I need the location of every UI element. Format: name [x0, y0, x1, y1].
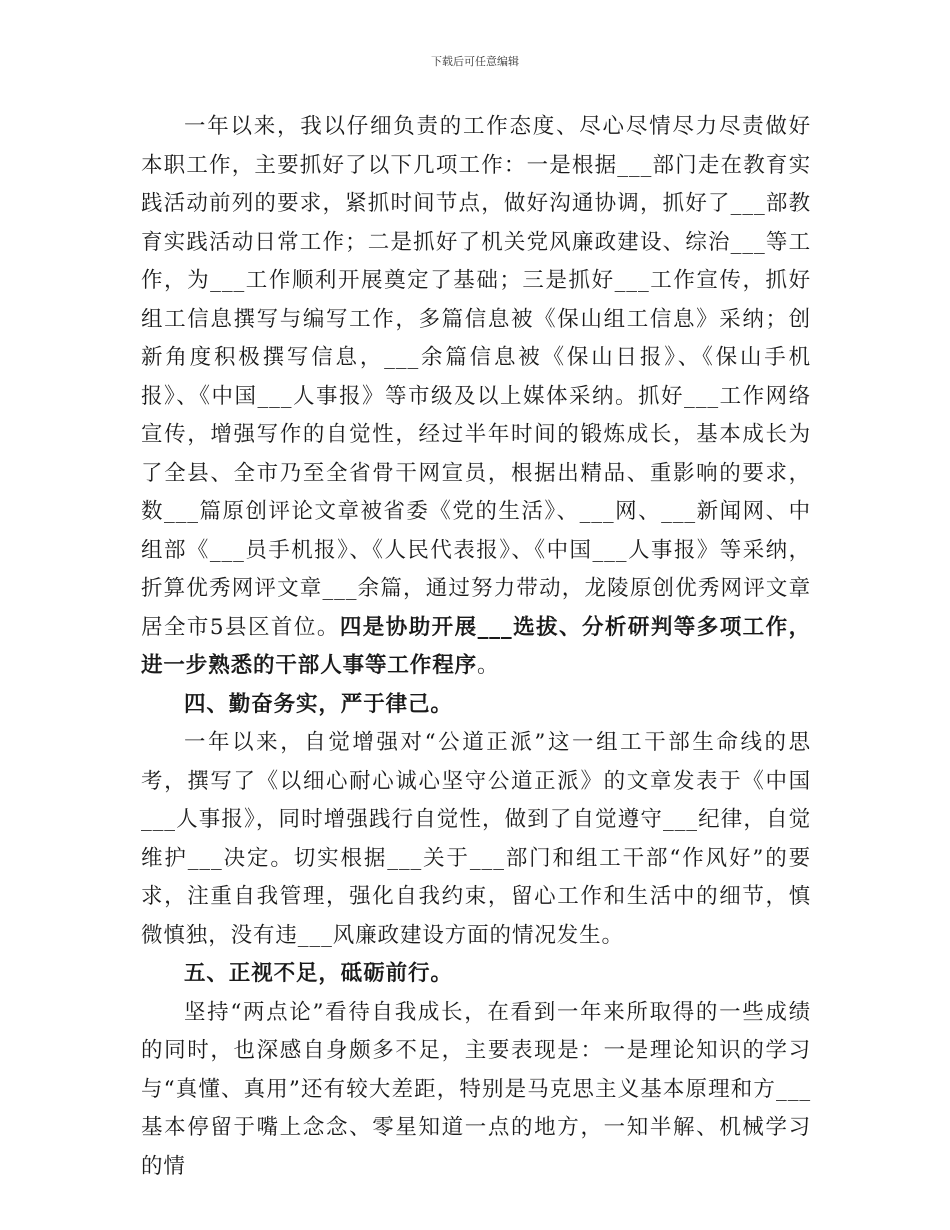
page-header-note: 下载后可任意编辑: [431, 55, 519, 68]
paragraph-shortcomings: 坚持“两点论”看待自我成长，在看到一年来所取得的一些成绩的同时，也深感自身颇多不足，主要表现是：一是理论知识的学习与“真懂、真用”还有较大差距，特别是马克思主义基本原理和方___基本停留于嘴上念念、零星知道一点的地方，一知半解、机械学习的情: [141, 999, 811, 1179]
section-heading-5: 五、正视不足，砥砺前行。: [184, 961, 453, 986]
document-body: [141, 108, 811, 1186]
paragraph-work-summary: [141, 108, 811, 686]
paragraph-discipline: 一年以来，自觉增强对“公道正派”这一组工干部生命线的思考，撰写了《以细心耐心诚心坚守公道正派》的文章发表于《中国___人事报》，同时增强践行自觉性，做到了自觉遵守___纪律，自觉维护___决定。切实根据___关于___部门和组工干部“作风好”的要求，注重自我管理，强化自我约束，留心工作和生活中的细节，慎微慎独，没有违___风廉政建设方面的情况发生。: [141, 730, 811, 948]
paragraph-work-summary-end: 。: [477, 653, 500, 678]
paragraph-work-summary-bold: 四是协助开展___选拔、分析研判等多项工作，进一步熟悉的干部人事等工作程序: [141, 614, 811, 678]
paragraph-work-summary-text: 一年以来，我以仔细负责的工作态度、尽心尽情尽力尽责做好本职工作，主要抓好了以下几项工作：一是根据___部门走在教育实践活动前列的要求，紧抓时间节点，做好沟通协调，抓好了___部教育实践活动日常工作；二是抓好了机关党风廉政建设、综治___等工作，为___工作顺利开展奠定了基础；三是抓好___工作宣传，抓好组工信息撰写与编写工作，多篇信息被《保山组工信息》采纳；创新角度积极撰写信息，___余篇信息被《保山日报》、《保山手机报》、《中国___人事报》等市级及以上媒体采纳。抓好___工作网络宣传，增强写作的自觉性，经过半年时间的锻炼成长，基本成长为了全县、全市乃至全省骨干网宣员，根据出精品、重影响的要求，数___篇原创评论文章被省委《党的生活》、___网、___新闻网、中组部《___员手机报》、《人民代表报》、《中国___人事报》等采纳，折算优秀网评文章___余篇，通过努力带动，龙陵原创优秀网评文章居全市5县区首位。: [141, 114, 811, 640]
section-heading-4: 四、勤奋务实，严于律己。: [184, 691, 453, 717]
